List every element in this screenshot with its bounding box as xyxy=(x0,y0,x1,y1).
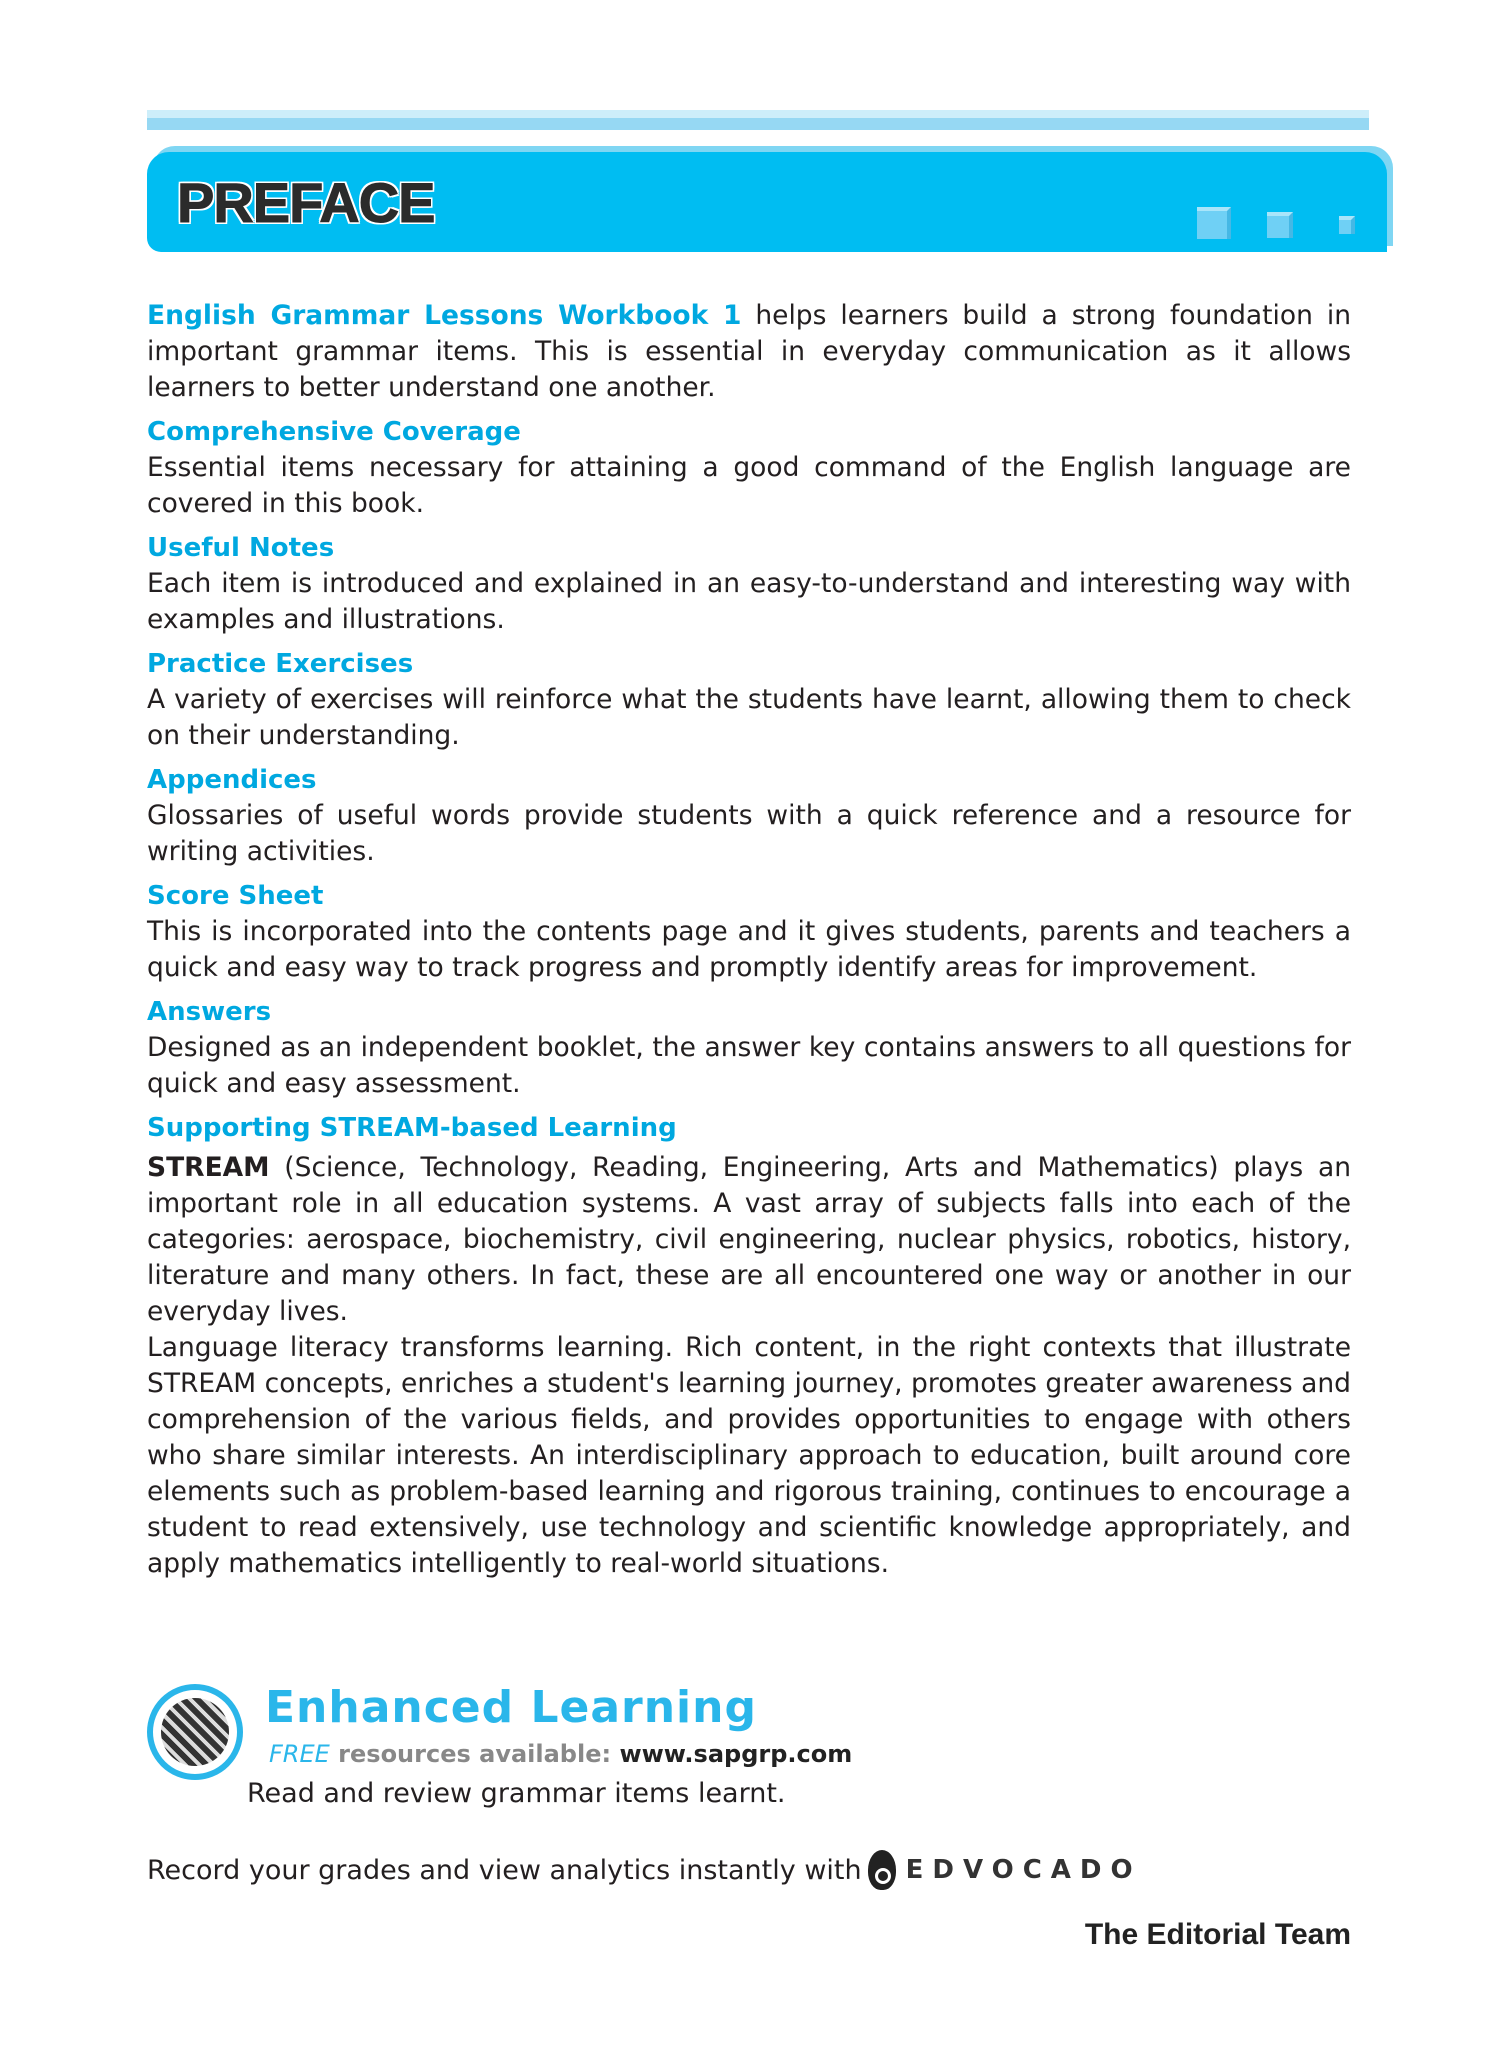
stream-paragraph-1: STREAM (Science, Technology, Reading, Engineering, Arts and Mathematics) plays an important role in all education systems. A vast array of subjects falls into each of the categories: aerospace, biochemistry, civil engineering, nuclear physics, robotics, history, literature and many others. In fact, these are all encountered one way or another in our everyday lives. xyxy=(147,1152,1351,1327)
section-text: Essential items necessary for attaining a good command of the English language are covered in this book. xyxy=(147,452,1351,519)
section-text: Designed as an independent booklet, the answer key contains answers to all questions for quick and easy assessment. xyxy=(147,1032,1351,1099)
enhanced-learning-logo-icon xyxy=(147,1684,243,1780)
section-heading: Answers xyxy=(147,997,272,1027)
section-text: A variety of exercises will reinforce what the students have learnt, allowing them to check on their understanding. xyxy=(147,684,1351,751)
section-heading: Appendices xyxy=(147,765,317,795)
cube-icon xyxy=(1267,212,1293,238)
record-grades-line: Record your grades and view analytics instantly with EDVOCADO xyxy=(147,1850,1142,1890)
section-text: Each item is introduced and explained in an easy-to-understand and interesting way with examples and illustrations. xyxy=(147,568,1351,635)
page-title: PREFACE xyxy=(177,171,435,234)
section-heading: Score Sheet xyxy=(147,881,324,911)
enhanced-learning-caption: Read and review grammar items learnt. xyxy=(247,1778,786,1809)
enhanced-learning-block xyxy=(147,1682,1047,1809)
section-heading: Useful Notes xyxy=(147,533,335,563)
title-banner xyxy=(147,152,1387,252)
stream-heading: Supporting STREAM-based Learning xyxy=(147,1113,677,1143)
section-text: This is incorporated into the contents page and it gives students, parents and teachers a quick and easy way to track progress and promptly identify areas for improvement. xyxy=(147,916,1351,983)
enhanced-learning-title: Enhanced Learning xyxy=(265,1682,757,1733)
edvocado-brand: EDVOCADO xyxy=(905,1855,1142,1885)
intro-paragraph: English Grammar Lessons Workbook 1 helps learners build a strong foundation in important grammar items. This is essential in everyday communication as it allows learners to better understand one another. xyxy=(147,300,1351,403)
resources-url-link[interactable]: www.sapgrp.com xyxy=(619,1740,853,1768)
section-heading: Comprehensive Coverage xyxy=(147,417,521,447)
top-decorative-bar xyxy=(147,110,1369,130)
edvocado-logo-icon xyxy=(868,1850,896,1890)
cube-icon xyxy=(1197,207,1231,239)
book-title: English Grammar Lessons Workbook 1 xyxy=(147,300,742,331)
cube-icon xyxy=(1339,216,1355,234)
signature: The Editorial Team xyxy=(1084,1918,1351,1951)
section-heading: Practice Exercises xyxy=(147,649,414,679)
preface-body xyxy=(147,298,1351,1582)
section-text: Glossaries of useful words provide students with a quick reference and a resource for writing activities. xyxy=(147,800,1351,867)
stream-paragraph-2: Language literacy transforms learning. Rich content, in the right contexts that illustrate STREAM concepts, enriches a student's learning journey, promotes greater awareness and comprehension of the various fields, and provides opportunities to engage with others who share similar interests. An interdisciplinary approach to education, built around core elements such as problem-based learning and rigorous training, continues to encourage a student to read extensively, use technology and scientific knowledge appropriately, and apply mathematics intelligently to real-world situations. xyxy=(147,1332,1351,1579)
free-resources-line: FREE resources available: www.sapgrp.com xyxy=(269,1740,853,1768)
